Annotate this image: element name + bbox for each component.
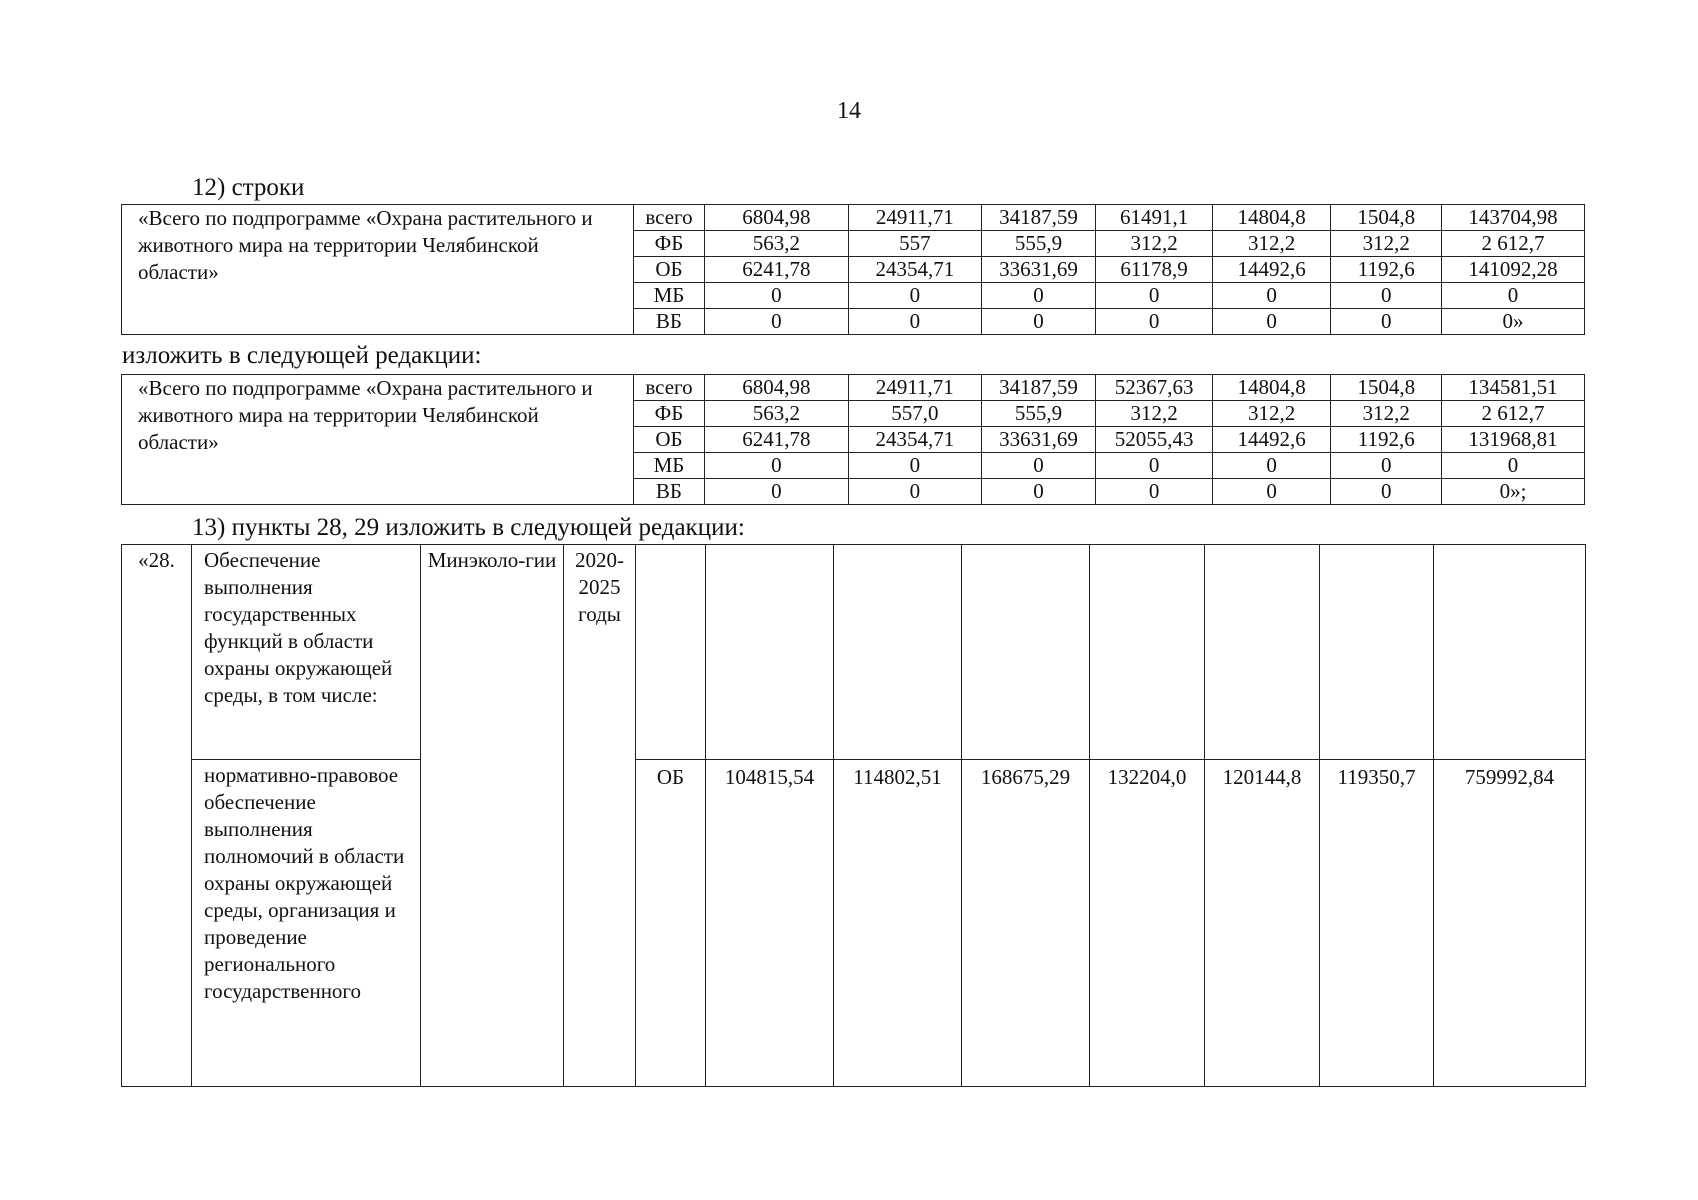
value-cell: 563,2 <box>704 231 848 257</box>
value-cell: 2 612,7 <box>1441 231 1584 257</box>
source-cell: ФБ <box>633 231 704 257</box>
value-cell: 1192,6 <box>1331 257 1442 283</box>
value-cell: 0 <box>1331 309 1442 335</box>
empty-cell <box>834 545 962 760</box>
value-cell: 24354,71 <box>848 427 981 453</box>
value-cell: 0 <box>848 479 981 505</box>
value-cell: 0 <box>1212 453 1331 479</box>
source-cell: ВБ <box>633 479 704 505</box>
redaction-heading: изложить в следующей редакции: <box>122 342 482 369</box>
value-cell: 0 <box>1096 283 1213 309</box>
section-13-heading: 13) пункты 28, 29 изложить в следующей редакции: <box>192 514 745 541</box>
value-cell: 6804,98 <box>704 205 848 231</box>
value-cell: 34187,59 <box>981 205 1096 231</box>
value-cell: 34187,59 <box>981 375 1096 401</box>
value-cell: 6241,78 <box>704 427 848 453</box>
value-cell: 0 <box>981 453 1096 479</box>
value-cell: 0 <box>1096 453 1213 479</box>
table-row <box>122 375 1585 401</box>
value-cell: 33631,69 <box>981 427 1096 453</box>
table-new-title: «Всего по подпрограмме «Охрана растительного и животного мира на территории Челябинской области» <box>122 375 634 505</box>
table-row <box>122 545 1586 760</box>
value-cell: 0 <box>704 283 848 309</box>
source-cell: всего <box>633 205 704 231</box>
empty-cell <box>636 545 706 760</box>
value-cell: 0 <box>1441 453 1584 479</box>
value-cell: 1192,6 <box>1331 427 1442 453</box>
value-cell: 0 <box>848 283 981 309</box>
empty-cell <box>1205 545 1320 760</box>
value-cell: 14804,8 <box>1212 205 1331 231</box>
value-cell: 6804,98 <box>704 375 848 401</box>
value-cell: 14492,6 <box>1212 427 1331 453</box>
value-cell: 312,2 <box>1096 231 1213 257</box>
source-cell: всего <box>633 375 704 401</box>
value-cell: 0 <box>1331 479 1442 505</box>
value-cell: 119350,7 <box>1320 760 1434 1087</box>
item-period: 2020-2025 годы <box>564 545 636 1087</box>
value-cell: 132204,0 <box>1090 760 1205 1087</box>
value-cell: 0» <box>1441 309 1584 335</box>
source-cell: ОБ <box>633 257 704 283</box>
empty-cell <box>1320 545 1434 760</box>
value-cell: 557 <box>848 231 981 257</box>
table-new <box>121 374 1585 505</box>
value-cell: 0 <box>848 453 981 479</box>
value-cell: 120144,8 <box>1205 760 1320 1087</box>
value-cell: 0 <box>1212 309 1331 335</box>
source-cell: ВБ <box>633 309 704 335</box>
source-cell: МБ <box>633 453 704 479</box>
section-12-heading: 12) строки <box>192 174 305 201</box>
empty-cell <box>1434 545 1586 760</box>
value-cell: 104815,54 <box>706 760 834 1087</box>
item-number: «28. <box>122 545 192 1087</box>
value-cell: 0 <box>981 479 1096 505</box>
empty-cell <box>706 545 834 760</box>
value-cell: 24911,71 <box>848 205 981 231</box>
value-cell: 557,0 <box>848 401 981 427</box>
value-cell: 61491,1 <box>1096 205 1213 231</box>
value-cell: 563,2 <box>704 401 848 427</box>
value-cell: 312,2 <box>1331 401 1442 427</box>
value-cell: 168675,29 <box>962 760 1090 1087</box>
empty-cell <box>1090 545 1205 760</box>
value-cell: 0»; <box>1441 479 1584 505</box>
item-description: Обеспечение выполнения государственных функций в области охраны окружающей среды, в том числе: <box>192 545 421 760</box>
value-cell: 0 <box>1096 479 1213 505</box>
item-sub-description: нормативно-правовое обеспечение выполнения полномочий в области охраны окружающей среды, организация и проведение регионального государственного <box>192 760 421 1087</box>
item-28-table <box>121 544 1586 1087</box>
table-row <box>122 205 1585 231</box>
value-cell: 61178,9 <box>1096 257 1213 283</box>
value-cell: 131968,81 <box>1441 427 1584 453</box>
value-cell: 24911,71 <box>848 375 981 401</box>
value-cell: 759992,84 <box>1434 760 1586 1087</box>
source-cell: ФБ <box>633 401 704 427</box>
value-cell: 312,2 <box>1212 231 1331 257</box>
value-cell: 555,9 <box>981 231 1096 257</box>
empty-cell <box>962 545 1090 760</box>
value-cell: 52055,43 <box>1096 427 1213 453</box>
value-cell: 24354,71 <box>848 257 981 283</box>
table-old <box>121 204 1585 335</box>
value-cell: 0 <box>1212 283 1331 309</box>
value-cell: 0 <box>1331 453 1442 479</box>
source-cell: МБ <box>633 283 704 309</box>
page-number: 14 <box>837 98 861 124</box>
value-cell: 0 <box>704 479 848 505</box>
item-executor: Минэколо-гии <box>421 545 564 1087</box>
value-cell: 0 <box>1441 283 1584 309</box>
value-cell: 14804,8 <box>1212 375 1331 401</box>
value-cell: 114802,51 <box>834 760 962 1087</box>
table-old-title: «Всего по подпрограмме «Охрана растительного и животного мира на территории Челябинской области» <box>122 205 634 335</box>
value-cell: 0 <box>848 309 981 335</box>
value-cell: 1504,8 <box>1331 375 1442 401</box>
value-cell: 0 <box>981 309 1096 335</box>
value-cell: 0 <box>1096 309 1213 335</box>
value-cell: 0 <box>1212 479 1331 505</box>
value-cell: 141092,28 <box>1441 257 1584 283</box>
value-cell: 14492,6 <box>1212 257 1331 283</box>
value-cell: 0 <box>981 283 1096 309</box>
source-cell: ОБ <box>633 427 704 453</box>
value-cell: 0 <box>1331 283 1442 309</box>
value-cell: 143704,98 <box>1441 205 1584 231</box>
value-cell: 2 612,7 <box>1441 401 1584 427</box>
value-cell: 312,2 <box>1096 401 1213 427</box>
value-cell: 312,2 <box>1212 401 1331 427</box>
source-cell: ОБ <box>636 760 706 1087</box>
table-row <box>122 760 1586 1087</box>
value-cell: 6241,78 <box>704 257 848 283</box>
value-cell: 0 <box>704 453 848 479</box>
value-cell: 555,9 <box>981 401 1096 427</box>
value-cell: 134581,51 <box>1441 375 1584 401</box>
value-cell: 0 <box>704 309 848 335</box>
value-cell: 312,2 <box>1331 231 1442 257</box>
value-cell: 52367,63 <box>1096 375 1213 401</box>
value-cell: 33631,69 <box>981 257 1096 283</box>
value-cell: 1504,8 <box>1331 205 1442 231</box>
